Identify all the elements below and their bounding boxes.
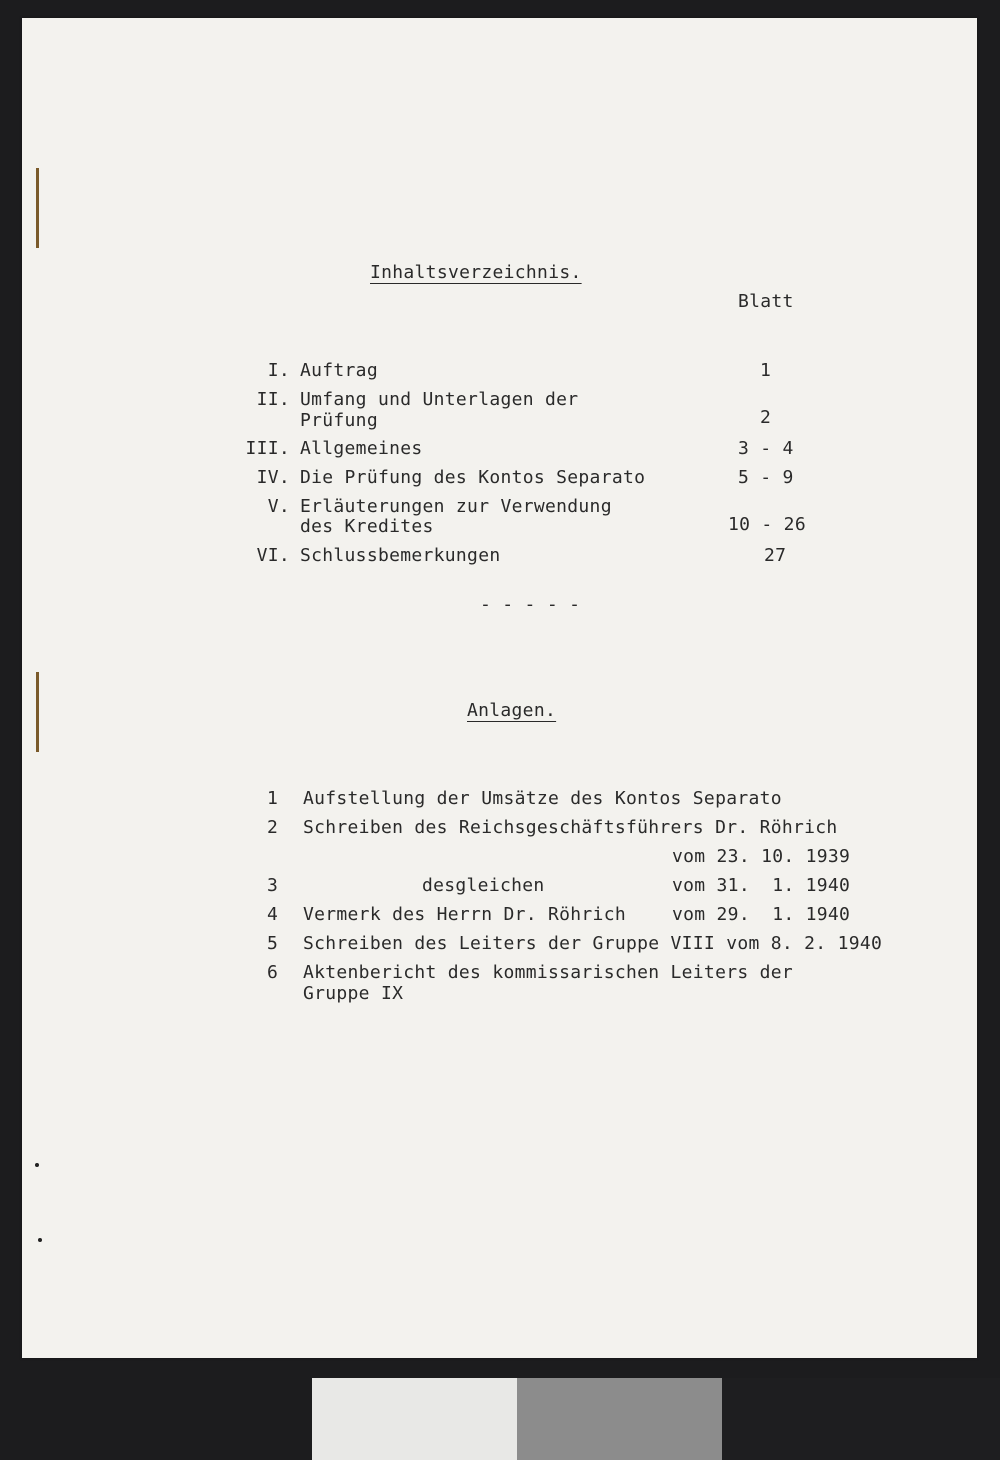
document-page [22,18,977,1358]
annex-text-cont: Gruppe IX [303,983,404,1004]
toc-entry-text-cont: Prüfung [300,410,378,431]
toc-entry-num: IV. [256,467,290,488]
toc-entry-page: 5 - 9 [738,467,794,488]
toc-entry-text: Die Prüfung des Kontos Separato [300,467,646,488]
annex-text: desgleichen [422,875,545,896]
calibration-swatch-white [312,1378,517,1460]
calibration-swatch-dark [722,1378,1000,1460]
annexes-title: Anlagen. [467,700,557,721]
toc-entry-text: Auftrag [300,360,378,381]
binding-hole [38,1238,42,1242]
annex-text: Aufstellung der Umsätze des Kontos Separato [303,788,782,809]
annex-text: Schreiben des Reichsgeschäftsführers Dr. Röhrich [303,817,838,838]
toc-title: Inhaltsverzeichnis. [370,262,582,283]
toc-entry-num: VI. [256,545,290,566]
annex-num: 3 [267,875,279,896]
toc-entry-page: 2 [760,407,772,428]
toc-entry-page: 10 - 26 [728,514,806,535]
annex-text: Aktenbericht des kommissarischen Leiters der [303,962,794,983]
toc-entry-text: Erläuterungen zur Verwendung [300,496,612,517]
toc-entry-page: 1 [760,360,772,381]
annex-text: Schreiben des Leiters der Gruppe VIII vom 8. 2. 1940 [303,933,883,954]
annex-num: 4 [267,904,279,925]
toc-entry-num: III. [245,438,290,459]
annex-date: vom 23. 10. 1939 [672,846,851,867]
annex-num: 6 [267,962,279,983]
annex-date: vom 31. 1. 1940 [672,875,851,896]
annex-num: 5 [267,933,279,954]
toc-entry-text-cont: des Kredites [300,516,434,537]
binding-stitch-bottom [36,672,39,752]
toc-entry-text: Schlussbemerkungen [300,545,501,566]
toc-entry-page: 3 - 4 [738,438,794,459]
toc-entry-text: Umfang und Unterlagen der [300,389,579,410]
toc-entry-num: I. [267,360,290,381]
binding-hole [35,1163,39,1167]
annex-text: Vermerk des Herrn Dr. Röhrich [303,904,626,925]
annex-num: 1 [267,788,279,809]
toc-entry-text: Allgemeines [300,438,423,459]
binding-stitch-top [36,168,39,248]
annex-num: 2 [267,817,279,838]
calibration-swatch-gray [517,1378,722,1460]
toc-entry-page: 27 [764,545,787,566]
toc-entry-num: V. [267,496,290,517]
toc-column-header: Blatt [738,291,794,312]
annex-date: vom 29. 1. 1940 [672,904,851,925]
section-separator: - - - - - [480,594,581,615]
toc-entry-num: II. [256,389,290,410]
